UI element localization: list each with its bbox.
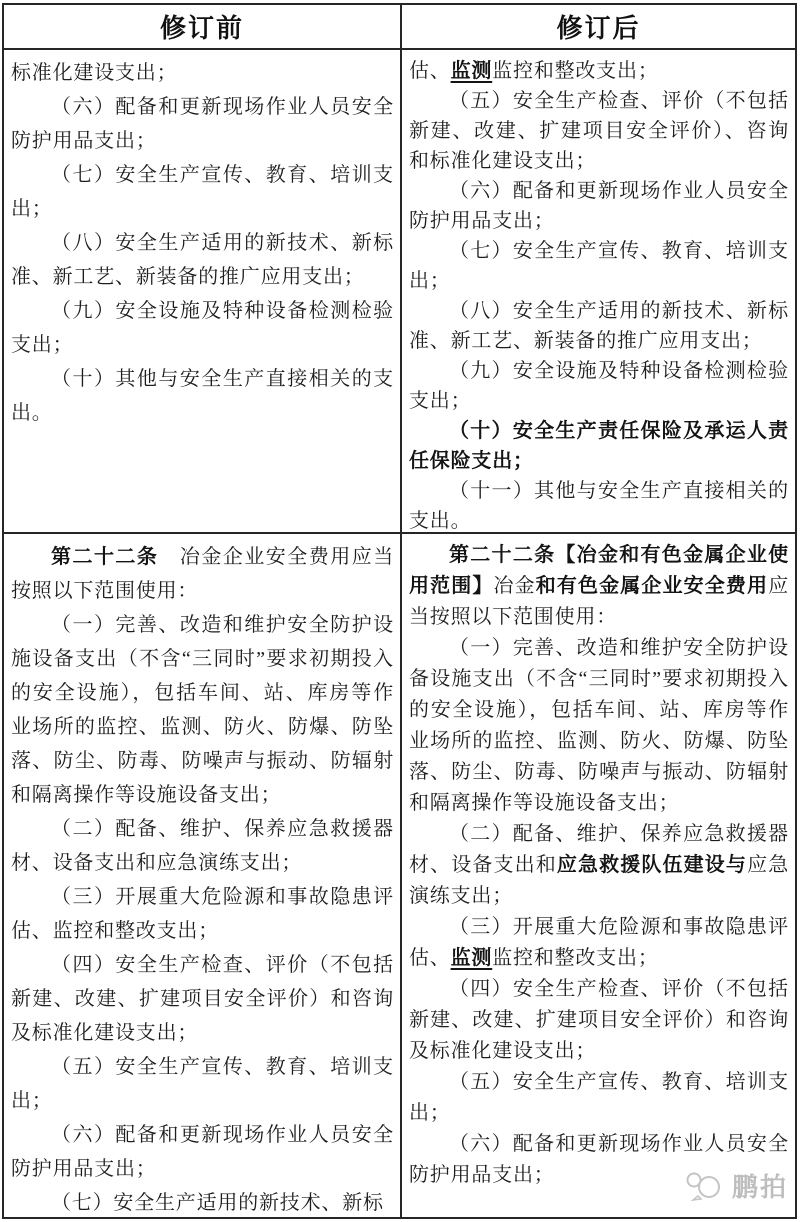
- text-run: （五）安全生产宣传、教育、培训支出；: [11, 1056, 394, 1112]
- text-run: （八）安全生产适用的新技术、新标准、新工艺、新装备的推广应用支出；: [409, 300, 789, 352]
- text-run: （一）完善、改造和维护安全防护设施设备支出（不含“三同时”要求初期投入的安全设施），包括车间、站、库房等作业场所的监控、监测、防火、防爆、防坠落、防尘、防毒、防噪声与振动、防辐射和隔离操作等设施设备支出；: [11, 614, 394, 806]
- paragraph: [11, 226, 394, 294]
- paragraph: [409, 56, 789, 86]
- text-run: 监控和整改支出；: [492, 60, 659, 82]
- paragraph: [409, 356, 789, 416]
- paragraph: [11, 1186, 394, 1217]
- paragraph: [11, 608, 394, 812]
- paragraph: [11, 540, 394, 608]
- paragraph: [11, 1118, 394, 1186]
- text-run: （九）安全设施及特种设备检测检验支出；: [409, 360, 789, 412]
- text-run: （五）安全生产检查、评价（不包括新建、改建、扩建项目安全评价）、咨询和标准化建设支出；: [409, 90, 789, 172]
- header-cell-after-revision: [402, 5, 795, 48]
- paragraph: [409, 1067, 789, 1129]
- text-run: （二）配备、维护、保养应急救援器材、设备支出和: [409, 823, 789, 876]
- text-run: （五）安全生产宣传、教育、培训支出；: [409, 1071, 789, 1124]
- text-run: （三）开展重大危险源和事故隐患评估、: [409, 916, 789, 969]
- header-label-after: 修订后: [556, 13, 641, 43]
- paragraph: [409, 296, 789, 356]
- text-run: 应急演练支出；: [409, 854, 789, 907]
- paragraph: [409, 176, 789, 236]
- emphasized-revision-text: 应急救援队伍建设与: [556, 854, 748, 876]
- table-row-article-22: [4, 534, 795, 1217]
- text-run: 冶金: [493, 575, 536, 597]
- paragraph: [11, 294, 394, 362]
- text-run: （一）完善、改造和维护安全防护设备设施支出（不含“三同时”要求初期投入的安全设施），包括车间、站、库房等作业场所的监控、监测、防火、防爆、防坠落、防尘、防毒、防噪声与振动、防辐射和隔离操作等设施设备支出；: [409, 637, 789, 814]
- text-run: （十）其他与安全生产直接相关的支出。: [11, 368, 394, 424]
- emphasized-revision-text: 第二十二条: [51, 546, 159, 568]
- header-cell-before-revision: [4, 5, 402, 48]
- text-run: 监控和整改支出；: [492, 947, 659, 969]
- emphasized-revision-text: 和有色金属企业安全费用: [535, 575, 769, 597]
- text-run: 估、: [409, 60, 451, 82]
- cell-before-revision-row1: [4, 50, 402, 532]
- paragraph: [409, 633, 789, 819]
- paragraph: [409, 236, 789, 296]
- text-run: （九）安全设施及特种设备检测检验支出；: [11, 300, 394, 356]
- paragraph: [409, 416, 789, 476]
- paragraph: [409, 974, 789, 1067]
- paragraph: [11, 1050, 394, 1118]
- table-row-article-21-tail: [4, 50, 795, 534]
- cell-after-revision-row1: [402, 50, 795, 532]
- text-run: 标准化建设支出；: [11, 62, 178, 84]
- table-header-row: [4, 5, 795, 50]
- paragraph: [11, 880, 394, 948]
- emphasized-revision-text: 监测: [450, 947, 493, 969]
- text-run: （八）安全生产适用的新技术、新标准、新工艺、新装备的推广应用支出；: [11, 232, 394, 288]
- text-run: （七）安全生产宣传、教育、培训支出；: [409, 240, 789, 292]
- paragraph: [409, 540, 789, 633]
- cell-after-revision-row2: [402, 534, 795, 1217]
- paragraph: [11, 56, 394, 90]
- header-label-before: 修订前: [159, 13, 244, 43]
- text-run: （六）配备和更新现场作业人员安全防护用品支出；: [409, 1133, 789, 1186]
- text-run: （二）配备、维护、保养应急救援器材、设备支出和应急演练支出；: [11, 818, 394, 874]
- paragraph: [11, 362, 394, 430]
- text-run: （四）安全生产检查、评价（不包括新建、改建、扩建项目安全评价）和咨询及标准化建设支出；: [11, 954, 394, 1044]
- text-run: 应当按照以下范围使用：: [409, 575, 789, 628]
- text-run: （七）安全生产宣传、教育、培训支出；: [11, 164, 394, 220]
- paragraph: [409, 86, 789, 176]
- text-run: 冶金企业安全费用应当按照以下范围使用：: [11, 546, 394, 602]
- paragraph: [11, 812, 394, 880]
- text-run: （六）配备和更新现场作业人员安全防护用品支出；: [11, 1124, 394, 1180]
- text-run: （三）开展重大危险源和事故隐患评估、监控和整改支出；: [11, 886, 394, 942]
- paragraph: [409, 912, 789, 974]
- paragraph: [11, 948, 394, 1050]
- emphasized-revision-text: 第二十二条【冶金和有色金属企业使用范围】: [409, 544, 789, 597]
- text-run: （六）配备和更新现场作业人员安全防护用品支出；: [11, 96, 394, 152]
- emphasized-revision-text: （十）安全生产责任保险及承运人责任保险支出；: [409, 420, 789, 472]
- paragraph: [409, 1129, 789, 1191]
- text-run: （十一）其他与安全生产直接相关的支出。: [409, 480, 789, 532]
- watermark-label: 鹏拍: [731, 1172, 788, 1202]
- paragraph: [409, 819, 789, 912]
- paragraph: [11, 90, 394, 158]
- cell-before-revision-row2: [4, 534, 402, 1217]
- text-run: （六）配备和更新现场作业人员安全防护用品支出；: [409, 180, 789, 232]
- revision-comparison-table: [2, 3, 797, 1219]
- paragraph: [11, 158, 394, 226]
- text-run: （四）安全生产检查、评价（不包括新建、改建、扩建项目安全评价）和咨询及标准化建设支出；: [409, 978, 789, 1062]
- emphasized-revision-text: 监测: [450, 60, 493, 82]
- text-run: （七）安全生产适用的新技术、新标: [51, 1192, 384, 1214]
- paragraph: [409, 476, 789, 532]
